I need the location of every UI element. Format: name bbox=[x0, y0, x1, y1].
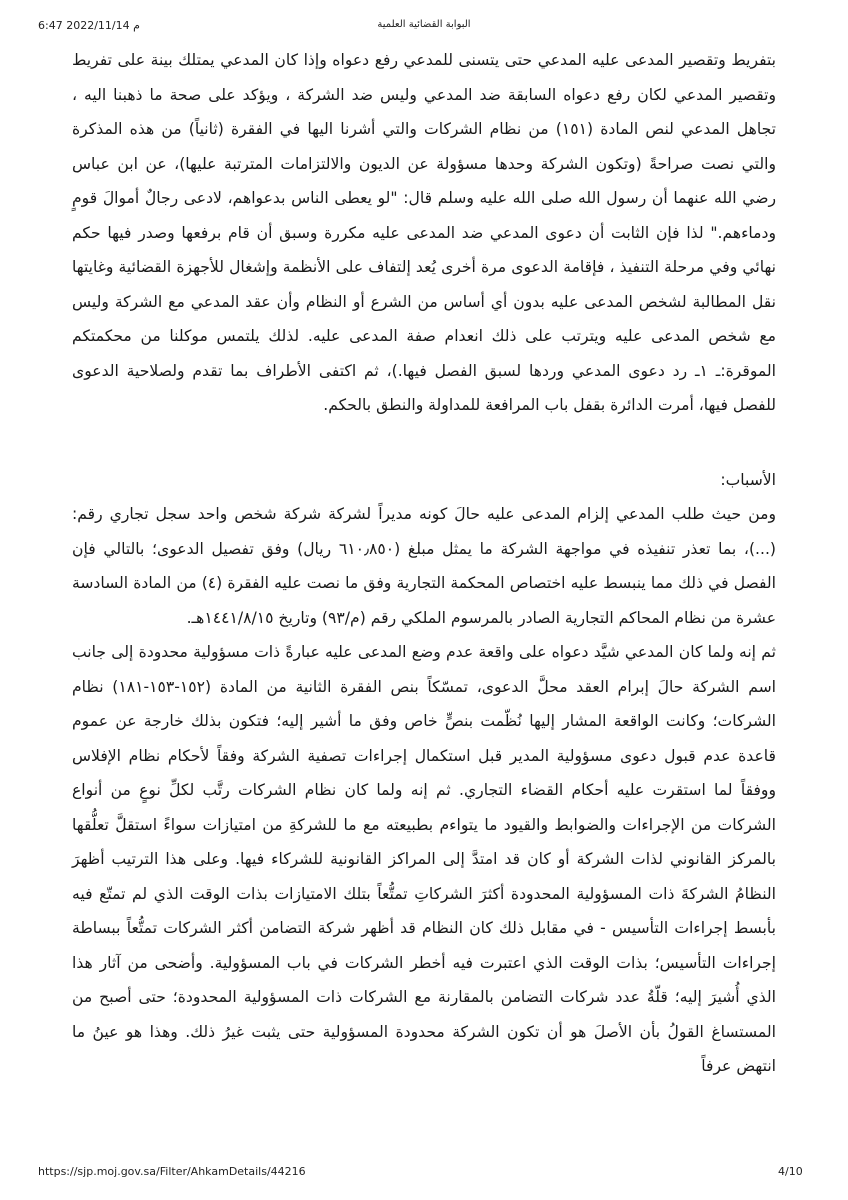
reasons-paragraph-liability: ثم إنه ولما كان المدعي شيَّد دعواه على واقعة عدم وضع المدعى عليه عبارةً ذات مسؤولية محدودة إلى جانب اسم الشركة حالَ إبرام العقد محلَّ الدعوى، تمسّكاً بنص الفقرة الثانية من المادة (١٥٢-١٥٣-١٨١) نظام الشركات؛ وكانت الواقعة المشار إليها نُظّمت بنصٍّ خاص وفق ما أشير إليه؛ فتكون بذلك خارجة عن عموم قاعدة عدم قبول دعوى مسؤولية المدير قبل استكمال إجراءات تصفية الشركة وفقاً لأحكام نظام الإفلاس ووفقاً لما استقرت عليه أحكام القضاء التجاري. ثم إنه ولما كان نظام الشركات رتَّب لكلِّ نوعٍ من أنواع الشركات من الإجراءات والضوابط والقيود ما يتواءم بطبيعته مع ما للشركةِ من امتيازات سواءً استقلَّ تعلُّقها بالمركز القانوني لذات الشركة أو كان قد امتدَّ إلى المراكز القانونية للشركاء فيها. وعلى هذا الترتيب أظهرَ النظامُ الشركةَ ذات المسؤولية المحدودة أكثرَ الشركاتِ تمتُّعاً بتلك الامتيازات بذات الوقت الذي لم تمتّع فيه بأبسط إجراءات التأسيس - في مقابل ذلك كان النظام قد أظهر شركة التضامن أكثر الشركات تمتُّعاً ببساطة إجراءات التأسيس؛ بذات الوقت الذي اعتبرت فيه أخطر الشركات في باب المسؤولية. وأضحى من آثار هذا الذي أُشيرَ إليه؛ قلّةُ عدد شركات التضامن بالمقارنة مع الشركات ذات المسؤولية المحدودة؛ حتى أصبح من المستساغ القولُ بأن الأصلَ هو أن تكون الشركة محدودة المسؤولية حتى يثبت غيرُ ذلك. وهذا هو عينُ ما انتهض عرفاً bbox=[72, 643, 776, 1075]
print-datetime: 6:47 م 2022/11/14 bbox=[38, 19, 140, 32]
pleading-paragraph: بتفريط وتقصير المدعى عليه المدعي حتى يتسنى للمدعي رفع دعواه وإذا كان المدعي يمتلك بينة على تفريط وتقصير المدعي لكان رفع دعواه السابقة ضد المدعي وليس ضد الشركة ، ويؤكد على صحة ما ذهبنا اليه ، تجاهل المدعي لنص المادة (١٥١) من نظام الشركات والتي أشرنا اليها في الفقرة (ثانياً) من هذه المذكرة والتي نصت صراحةً (وتكون الشركة وحدها مسؤولة عن الديون والالتزامات المترتبة عليها)، عن ابن عباس رضي الله عنهما أن رسول الله صلى الله عليه وسلم قال: "لو يعطى الناس بدعواهم، لادعى رجالٌ أموالَ قومٍ ودماءهم." لذا فإن الثابت أن دعوى المدعي ضد المدعى عليه مكررة وسبق أن قام برفعها وصدر فيها حكم نهائي وفي مرحلة التنفيذ ، فإقامة الدعوى مرة أخرى يُعد إلتفاف على الأنظمة وإشغال للأجهزة القضائية وغايتها نقل المطالبة لشخص المدعى عليه بدون أي أساس من الشرع أو النظام وأن عقد المدعي مع الشركة وليس مع شخص المدعى عليه ويترتب على ذلك انعدام صفة المدعى عليه. لذلك يلتمس موكلنا من محكمتكم الموقرة:ـ ١ـ رد دعوى المدعي وردها لسبق الفصل فيها.)، ثم اكتفى الأطراف بما تقدم ولصلاحية الدعوى للفصل فيها، أمرت الدائرة بقفل باب المرافعة للمداولة والنطق بالحكم. bbox=[72, 51, 777, 414]
page-number: 4/10 bbox=[778, 1165, 803, 1178]
section-heading-reasons: الأسباب: bbox=[720, 470, 776, 489]
page-header-title: البوابة القضائية العلمية bbox=[377, 19, 471, 30]
source-url: https://sjp.moj.gov.sa/Filter/AhkamDetails/44216 bbox=[38, 1165, 306, 1178]
judgment-body bbox=[72, 43, 776, 1084]
reasons-paragraph-jurisdiction: ومن حيث طلب المدعي إلزام المدعى عليه حالَ كونه مديراً لشركة شركة شخص واحد سجل تجاري رقم: (...)، بما تعذر تنفيذه في مواجهة الشركة ما يمثل مبلغ (٦١٠٫٨٥٠ ريال) وفق تفصيل الدعوى؛ بالتالي فإن الفصل في ذلك مما ينبسط عليه اختصاص المحكمة التجارية وفق ما نصت عليه الفقرة (٤) من المادة السادسة عشرة من نظام المحاكم التجارية الصادر بالمرسوم الملكي رقم (م/٩٣) وتاريخ ١٤٤١/٨/١٥هـ. bbox=[72, 505, 776, 627]
